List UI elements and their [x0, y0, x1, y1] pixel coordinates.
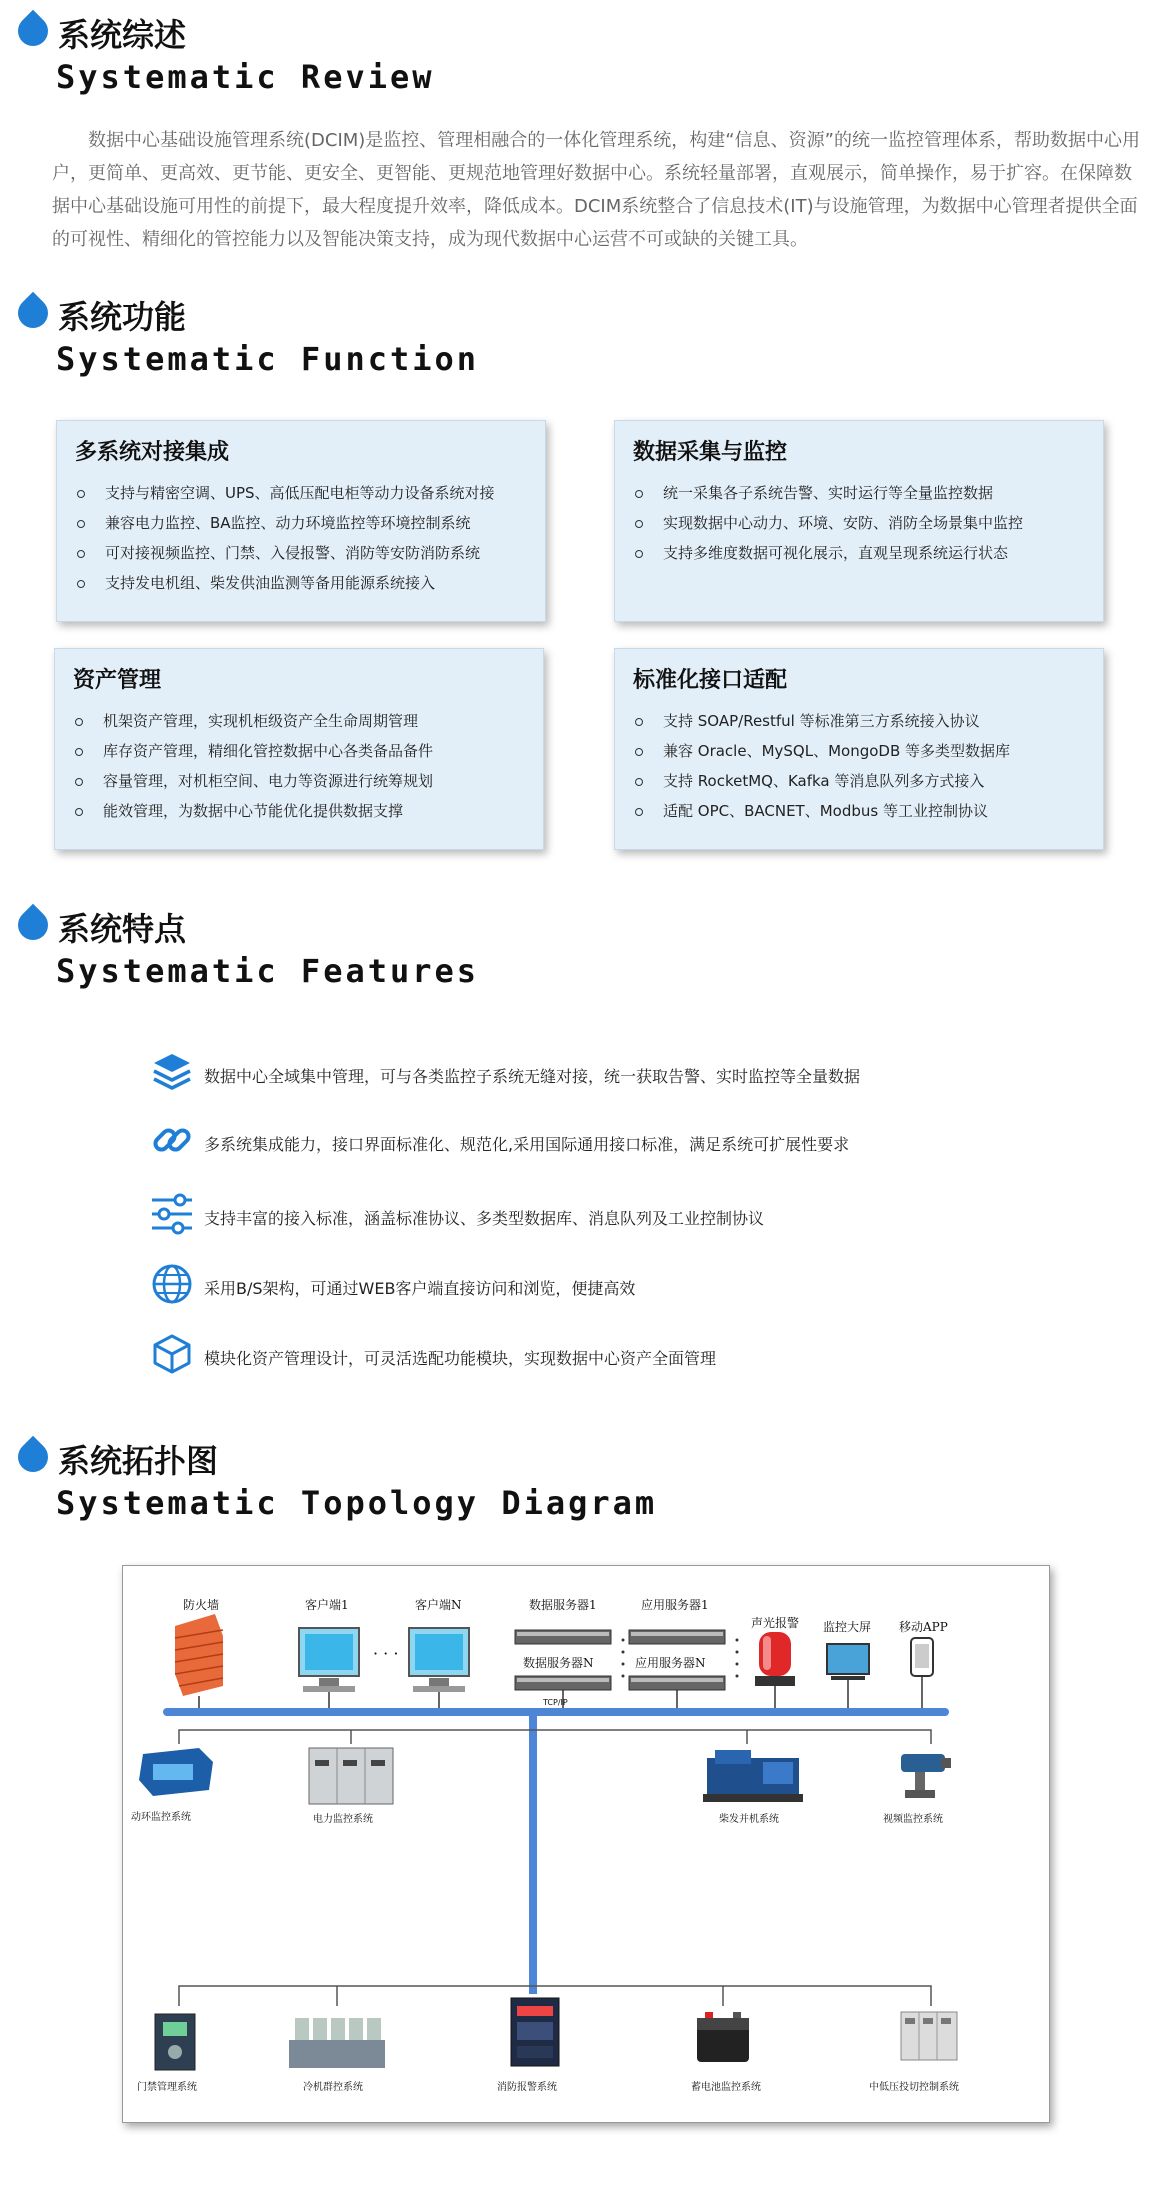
card-title: 资产管理	[73, 668, 162, 693]
card-title: 数据采集与监控	[633, 440, 788, 465]
card-item: 支持 SOAP/Restful 等标准第三方系统接入协议	[633, 706, 1085, 736]
feature-item	[150, 1262, 1050, 1310]
section-title-en: Systematic Review	[56, 58, 435, 96]
upper-branch-line	[179, 1730, 931, 1744]
card-item: 能效管理，为数据中心节能优化提供数据支撑	[73, 796, 525, 826]
display-screen-icon	[827, 1644, 869, 1712]
topology-graphics	[123, 1566, 1049, 2122]
feature-text: 数据中心全域集中管理，可与各类监控子系统无缝对接，统一获取告警、实时监控等全量数据	[204, 1067, 861, 1086]
card-item: 支持发电机组、柴发供油监测等备用能源系统接入	[75, 568, 527, 598]
topology-diagram	[122, 1565, 1050, 2123]
security-camera-icon	[901, 1754, 951, 1798]
alarm-light-icon	[755, 1632, 795, 1712]
sliders-icon	[150, 1192, 194, 1236]
cube-icon	[150, 1332, 194, 1376]
card-item: 统一采集各子系统告警、实时运行等全量监控数据	[633, 478, 1085, 508]
label-battery: 蓄电池监控系统	[691, 2082, 761, 2093]
battery-icon	[697, 2012, 749, 2062]
section-title-cn: 系统功能	[58, 298, 187, 336]
label-data-server-n: 数据服务器N	[523, 1656, 594, 1670]
intro-paragraph: 数据中心基础设施管理系统(DCIM)是监控、管理相融合的一体化管理系统，构建“信息、资源”的统一监控管理体系，帮助数据中心用户，更简单、更高效、更节能、更安全、更智能、更规范地管理好数据中心。系统轻量部署，直观展示，简单操作，易于扩容。在保障数据中心基础设施可用性的前提下，最大程度提升效率，降低成本。DCIM系统整合了信息技术(IT)与设施管理，为数据中心管理者提供全面的可视性、精细化的管控能力以及智能决策支持，成为现代数据中心运营不可或缺的关键工具。	[52, 130, 1140, 250]
card-item: 可对接视频监控、门禁、入侵报警、消防等安防消防系统	[75, 538, 527, 568]
function-card-interface	[614, 648, 1104, 850]
label-env-monitor: 动环监控系统	[131, 1812, 191, 1823]
card-item: 支持 RocketMQ、Kafka 等消息队列多方式接入	[633, 766, 1085, 796]
card-item: 支持多维度数据可视化展示，直观呈现系统运行状态	[633, 538, 1085, 568]
chiller-icon	[289, 2018, 385, 2068]
label-mobile: 移动APP	[899, 1620, 948, 1634]
section-title-en: Systematic Topology Diagram	[56, 1484, 658, 1522]
label-generator: 柴发并机系统	[719, 1814, 779, 1825]
function-card-asset-management	[54, 648, 544, 850]
client-monitor-icon	[299, 1628, 359, 1712]
label-tcpip: TCP/IP	[543, 1698, 568, 1707]
function-card-integration	[56, 420, 546, 622]
section-marker-icon	[12, 292, 54, 334]
label-data-server-1: 数据服务器1	[529, 1598, 597, 1612]
card-item: 兼容 Oracle、MySQL、MongoDB 等多类型数据库	[633, 736, 1085, 766]
label-switchgear: 中低压投切控制系统	[869, 2082, 959, 2093]
section-marker-icon	[12, 10, 54, 52]
power-cabinet-icon	[309, 1748, 393, 1804]
section-marker-icon	[12, 1436, 54, 1478]
label-chiller: 冷机群控系统	[303, 2082, 363, 2093]
card-title: 标准化接口适配	[633, 668, 788, 693]
switchgear-icon	[901, 2012, 957, 2060]
label-power-monitor: 电力监控系统	[313, 1814, 373, 1825]
section-marker-icon	[12, 904, 54, 946]
card-title: 多系统对接集成	[75, 440, 230, 465]
card-item: 适配 OPC、BACNET、Modbus 等工业控制协议	[633, 796, 1085, 826]
label-client-1: 客户端1	[305, 1598, 349, 1612]
label-screen: 监控大屏	[823, 1620, 872, 1634]
section-title-cn: 系统特点	[58, 910, 187, 948]
globe-icon	[150, 1262, 194, 1306]
section-title-en: Systematic Function	[56, 340, 480, 378]
env-monitor-icon	[139, 1748, 213, 1796]
link-icon	[150, 1118, 194, 1162]
label-video: 视频监控系统	[883, 1814, 943, 1825]
card-item: 库存资产管理，精细化管控数据中心各类备品备件	[73, 736, 525, 766]
feature-text: 支持丰富的接入标准，涵盖标准协议、多类型数据库、消息队列及工业控制协议	[204, 1209, 765, 1228]
label-firewall: 防火墙	[183, 1598, 220, 1612]
access-control-icon	[155, 2014, 195, 2070]
firewall-icon	[175, 1614, 223, 1712]
feature-text: 模块化资产管理设计，可灵活选配功能模块，实现数据中心资产全面管理	[204, 1349, 717, 1368]
label-app-server-1: 应用服务器1	[641, 1598, 709, 1612]
generator-icon	[703, 1750, 803, 1802]
function-card-data-collection	[614, 420, 1104, 622]
fire-alarm-panel-icon	[511, 1998, 559, 2066]
feature-item	[150, 1332, 1050, 1380]
feature-item	[150, 1050, 1050, 1098]
feature-text: 采用B/S架构，可通过WEB客户端直接访问和浏览，便捷高效	[204, 1279, 636, 1298]
feature-item	[150, 1118, 1050, 1166]
section-title-cn: 系统综述	[58, 16, 187, 54]
card-item: 实现数据中心动力、环境、安防、消防全场景集中监控	[633, 508, 1085, 538]
label-client-n: 客户端N	[415, 1598, 462, 1612]
feature-item	[150, 1192, 1050, 1240]
section-title-en: Systematic Features	[56, 952, 480, 990]
app-server-icon	[622, 1630, 739, 1712]
card-item: 机架资产管理，实现机柜级资产全生命周期管理	[73, 706, 525, 736]
label-access: 门禁管理系统	[137, 2082, 197, 2093]
section-title-cn: 系统拓扑图	[58, 1442, 219, 1480]
card-item: 容量管理，对机柜空间、电力等资源进行统筹规划	[73, 766, 525, 796]
feature-text: 多系统集成能力，接口界面标准化、规范化,采用国际通用接口标准，满足系统可扩展性要求	[204, 1135, 850, 1154]
card-item: 兼容电力监控、BA监控、动力环境监控等环境控制系统	[75, 508, 527, 538]
label-app-server-n: 应用服务器N	[635, 1656, 706, 1670]
card-item: 支持与精密空调、UPS、高低压配电柜等动力设备系统对接	[75, 478, 527, 508]
layers-icon	[150, 1050, 194, 1094]
client-monitor-icon	[409, 1628, 469, 1712]
mobile-phone-icon	[911, 1638, 933, 1712]
label-fire: 消防报警系统	[497, 2082, 557, 2093]
label-ellipsis: · · ·	[373, 1644, 399, 1663]
label-alarm: 声光报警	[751, 1616, 800, 1630]
